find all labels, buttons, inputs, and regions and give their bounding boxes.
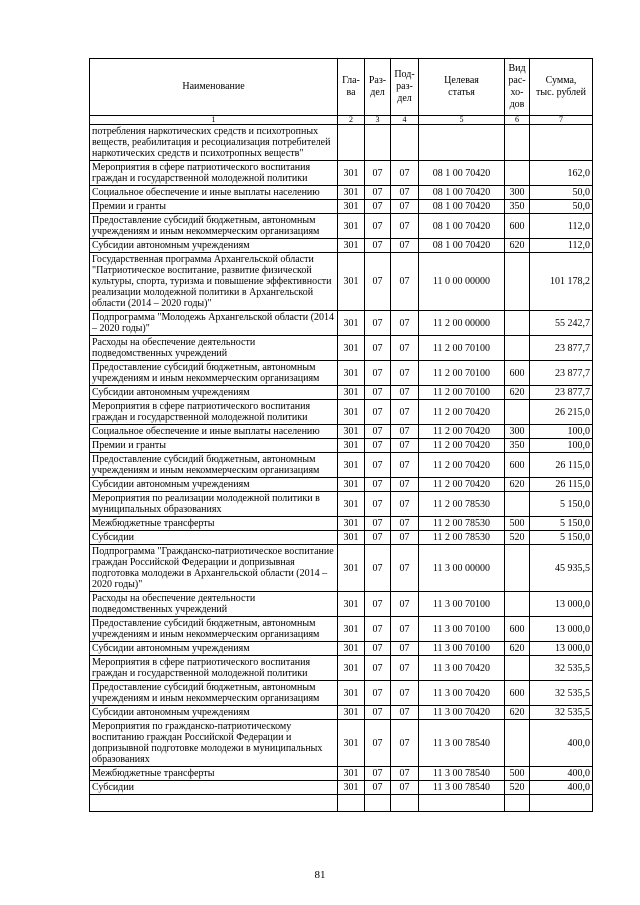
- cell-sum: 5 150,0: [530, 517, 593, 531]
- cell-cs: 11 3 00 78540: [419, 781, 505, 795]
- cell-vr: [505, 492, 530, 517]
- cell-vr: [505, 125, 530, 161]
- cell-gl: 301: [338, 311, 365, 336]
- cell-cs: [419, 125, 505, 161]
- cell-pr: 07: [391, 386, 419, 400]
- table-row: [90, 720, 593, 767]
- cell-pr: 07: [391, 681, 419, 706]
- cell-pr: 07: [391, 361, 419, 386]
- table-row: [90, 311, 593, 336]
- cell-cs: 11 3 00 78540: [419, 767, 505, 781]
- cell-gl: 301: [338, 361, 365, 386]
- cell-name: Мероприятия в сфере патриотического воспитания граждан и государственной молодежной политики: [90, 161, 338, 186]
- empty-cell: [419, 795, 505, 812]
- table-row: [90, 656, 593, 681]
- cell-pr: 07: [391, 161, 419, 186]
- cell-pr: 07: [391, 478, 419, 492]
- cell-rz: 07: [365, 253, 391, 311]
- cell-cs: 08 1 00 70420: [419, 161, 505, 186]
- cell-sum: 23 877,7: [530, 386, 593, 400]
- colnum: 3: [365, 116, 391, 125]
- table-row: [90, 478, 593, 492]
- cell-sum: 50,0: [530, 200, 593, 214]
- header-podrazdel: Под- раз- дел: [391, 59, 419, 116]
- cell-pr: 07: [391, 439, 419, 453]
- cell-name: Предоставление субсидий бюджетным, автономным учреждениям и иным некоммерческим организациям: [90, 214, 338, 239]
- cell-sum: 400,0: [530, 781, 593, 795]
- table-row: [90, 200, 593, 214]
- table-row: [90, 439, 593, 453]
- cell-rz: [365, 125, 391, 161]
- cell-vr: 350: [505, 439, 530, 453]
- cell-pr: 07: [391, 642, 419, 656]
- table-row: [90, 781, 593, 795]
- cell-rz: 07: [365, 425, 391, 439]
- colnum: 7: [530, 116, 593, 125]
- cell-name: Предоставление субсидий бюджетным, автономным учреждениям и иным некоммерческим организациям: [90, 453, 338, 478]
- cell-pr: [391, 125, 419, 161]
- cell-pr: 07: [391, 617, 419, 642]
- cell-pr: 07: [391, 311, 419, 336]
- budget-table: [89, 58, 593, 812]
- cell-gl: 301: [338, 478, 365, 492]
- header-sum: Сумма, тыс. рублей: [530, 59, 593, 116]
- cell-gl: 301: [338, 492, 365, 517]
- cell-cs: 11 3 00 00000: [419, 545, 505, 592]
- cell-sum: 32 535,5: [530, 656, 593, 681]
- cell-vr: 600: [505, 214, 530, 239]
- table-row: [90, 681, 593, 706]
- header-razdel: Раз- дел: [365, 59, 391, 116]
- cell-name: Субсидии автономным учреждениям: [90, 706, 338, 720]
- cell-rz: 07: [365, 545, 391, 592]
- cell-gl: 301: [338, 720, 365, 767]
- cell-pr: 07: [391, 531, 419, 545]
- cell-sum: 13 000,0: [530, 617, 593, 642]
- cell-gl: 301: [338, 439, 365, 453]
- cell-cs: 08 1 00 70420: [419, 200, 505, 214]
- cell-vr: 620: [505, 706, 530, 720]
- cell-name: Субсидии автономным учреждениям: [90, 642, 338, 656]
- cell-gl: 301: [338, 545, 365, 592]
- cell-pr: 07: [391, 517, 419, 531]
- cell-name: Премии и гранты: [90, 200, 338, 214]
- cell-pr: 07: [391, 781, 419, 795]
- table-row: [90, 617, 593, 642]
- cell-rz: 07: [365, 781, 391, 795]
- cell-vr: 520: [505, 781, 530, 795]
- cell-cs: 11 0 00 00000: [419, 253, 505, 311]
- cell-vr: 500: [505, 767, 530, 781]
- table-row: [90, 253, 593, 311]
- cell-vr: 620: [505, 478, 530, 492]
- cell-sum: 400,0: [530, 720, 593, 767]
- cell-sum: 5 150,0: [530, 492, 593, 517]
- cell-rz: 07: [365, 767, 391, 781]
- empty-cell: [530, 795, 593, 812]
- cell-name: Предоставление субсидий бюджетным, автономным учреждениям и иным некоммерческим организациям: [90, 681, 338, 706]
- cell-sum: 23 877,7: [530, 361, 593, 386]
- cell-pr: 07: [391, 592, 419, 617]
- cell-rz: 07: [365, 239, 391, 253]
- cell-name: Предоставление субсидий бюджетным, автономным учреждениям и иным некоммерческим организациям: [90, 361, 338, 386]
- cell-rz: 07: [365, 478, 391, 492]
- cell-gl: 301: [338, 517, 365, 531]
- table-row: [90, 125, 593, 161]
- cell-rz: 07: [365, 720, 391, 767]
- cell-cs: 11 2 00 78530: [419, 517, 505, 531]
- cell-vr: [505, 253, 530, 311]
- cell-pr: 07: [391, 720, 419, 767]
- cell-sum: 13 000,0: [530, 592, 593, 617]
- cell-name: потребления наркотических средств и психотропных веществ, реабилитация и ресоциализация потребителей наркотических средств и психотропных веществ": [90, 125, 338, 161]
- cell-rz: 07: [365, 517, 391, 531]
- cell-name: Субсидии: [90, 781, 338, 795]
- cell-gl: 301: [338, 453, 365, 478]
- cell-vr: [505, 161, 530, 186]
- cell-gl: 301: [338, 781, 365, 795]
- cell-cs: 11 2 00 70420: [419, 439, 505, 453]
- table-row: [90, 386, 593, 400]
- cell-name: Предоставление субсидий бюджетным, автономным учреждениям и иным некоммерческим организациям: [90, 617, 338, 642]
- cell-rz: 07: [365, 642, 391, 656]
- cell-gl: 301: [338, 386, 365, 400]
- cell-sum: 5 150,0: [530, 531, 593, 545]
- document-page: [89, 58, 592, 812]
- cell-vr: 600: [505, 681, 530, 706]
- cell-cs: 11 2 00 70420: [419, 478, 505, 492]
- cell-vr: 620: [505, 239, 530, 253]
- cell-cs: 11 3 00 70420: [419, 656, 505, 681]
- empty-cell: [391, 795, 419, 812]
- cell-pr: 07: [391, 239, 419, 253]
- cell-gl: 301: [338, 161, 365, 186]
- cell-pr: 07: [391, 656, 419, 681]
- cell-cs: 11 2 00 78530: [419, 531, 505, 545]
- cell-rz: 07: [365, 531, 391, 545]
- empty-row: [90, 795, 593, 812]
- cell-gl: 301: [338, 531, 365, 545]
- table-row: [90, 531, 593, 545]
- table-row: [90, 642, 593, 656]
- cell-gl: 301: [338, 200, 365, 214]
- table-row: [90, 361, 593, 386]
- cell-name: Мероприятия в сфере патриотического воспитания граждан и государственной молодежной политики: [90, 656, 338, 681]
- cell-rz: 07: [365, 200, 391, 214]
- cell-gl: [338, 125, 365, 161]
- cell-rz: 07: [365, 186, 391, 200]
- cell-rz: 07: [365, 311, 391, 336]
- cell-gl: 301: [338, 767, 365, 781]
- cell-rz: 07: [365, 400, 391, 425]
- cell-gl: 301: [338, 425, 365, 439]
- cell-rz: 07: [365, 214, 391, 239]
- cell-pr: 07: [391, 425, 419, 439]
- cell-pr: 07: [391, 400, 419, 425]
- cell-sum: 13 000,0: [530, 642, 593, 656]
- cell-sum: 32 535,5: [530, 706, 593, 720]
- cell-name: Межбюджетные трансферты: [90, 517, 338, 531]
- table-body: [90, 125, 593, 812]
- cell-gl: 301: [338, 239, 365, 253]
- table-row: [90, 161, 593, 186]
- table-row: [90, 239, 593, 253]
- cell-sum: 112,0: [530, 239, 593, 253]
- cell-name: Социальное обеспечение и иные выплаты населению: [90, 186, 338, 200]
- cell-sum: 400,0: [530, 767, 593, 781]
- cell-gl: 301: [338, 400, 365, 425]
- cell-name: Премии и гранты: [90, 439, 338, 453]
- cell-vr: [505, 336, 530, 361]
- cell-sum: [530, 125, 593, 161]
- table-row: [90, 767, 593, 781]
- cell-cs: 11 3 00 78540: [419, 720, 505, 767]
- cell-rz: 07: [365, 361, 391, 386]
- cell-vr: [505, 592, 530, 617]
- cell-vr: 300: [505, 186, 530, 200]
- table-row: [90, 453, 593, 478]
- cell-vr: [505, 720, 530, 767]
- cell-name: Мероприятия по гражданско-патриотическому воспитанию граждан Российской Федерации и допризывной подготовке молодежи в муниципальных образованиях: [90, 720, 338, 767]
- header-name: Наименование: [90, 59, 338, 116]
- cell-vr: 600: [505, 361, 530, 386]
- cell-name: Субсидии автономным учреждениям: [90, 478, 338, 492]
- cell-pr: 07: [391, 186, 419, 200]
- cell-name: Субсидии: [90, 531, 338, 545]
- cell-cs: 11 2 00 70420: [419, 425, 505, 439]
- cell-vr: 350: [505, 200, 530, 214]
- cell-rz: 07: [365, 336, 391, 361]
- cell-cs: 11 2 00 70100: [419, 336, 505, 361]
- cell-name: Субсидии автономным учреждениям: [90, 386, 338, 400]
- header-target-article: Целевая статья: [419, 59, 505, 116]
- cell-gl: 301: [338, 642, 365, 656]
- table-row: [90, 214, 593, 239]
- empty-cell: [365, 795, 391, 812]
- cell-rz: 07: [365, 656, 391, 681]
- cell-sum: 162,0: [530, 161, 593, 186]
- cell-name: Расходы на обеспечение деятельности подведомственных учреждений: [90, 592, 338, 617]
- cell-cs: 11 3 00 70100: [419, 592, 505, 617]
- cell-rz: 07: [365, 492, 391, 517]
- cell-name: Социальное обеспечение и иные выплаты населению: [90, 425, 338, 439]
- cell-pr: 07: [391, 253, 419, 311]
- table-row: [90, 492, 593, 517]
- cell-cs: 11 2 00 70420: [419, 400, 505, 425]
- cell-gl: 301: [338, 214, 365, 239]
- colnum: 6: [505, 116, 530, 125]
- cell-name: Межбюджетные трансферты: [90, 767, 338, 781]
- cell-sum: 26 115,0: [530, 453, 593, 478]
- cell-sum: 100,0: [530, 425, 593, 439]
- cell-vr: 500: [505, 517, 530, 531]
- cell-sum: 26 215,0: [530, 400, 593, 425]
- cell-gl: 301: [338, 253, 365, 311]
- cell-vr: 620: [505, 642, 530, 656]
- table-row: [90, 592, 593, 617]
- cell-vr: 620: [505, 386, 530, 400]
- cell-name: Мероприятия по реализации молодежной политики в муниципальных образованиях: [90, 492, 338, 517]
- cell-sum: 23 877,7: [530, 336, 593, 361]
- cell-pr: 07: [391, 200, 419, 214]
- cell-rz: 07: [365, 592, 391, 617]
- cell-vr: 600: [505, 453, 530, 478]
- cell-sum: 112,0: [530, 214, 593, 239]
- cell-cs: 08 1 00 70420: [419, 239, 505, 253]
- cell-sum: 55 242,7: [530, 311, 593, 336]
- cell-vr: [505, 400, 530, 425]
- cell-cs: 11 2 00 70100: [419, 361, 505, 386]
- cell-cs: 11 2 00 00000: [419, 311, 505, 336]
- cell-name: Расходы на обеспечение деятельности подведомственных учреждений: [90, 336, 338, 361]
- cell-sum: 100,0: [530, 439, 593, 453]
- cell-name: Подпрограмма "Молодежь Архангельской области (2014 – 2020 годы)": [90, 311, 338, 336]
- empty-cell: [505, 795, 530, 812]
- cell-vr: 600: [505, 617, 530, 642]
- table-header: [90, 59, 593, 125]
- cell-pr: 07: [391, 492, 419, 517]
- cell-gl: 301: [338, 656, 365, 681]
- cell-pr: 07: [391, 214, 419, 239]
- cell-vr: [505, 311, 530, 336]
- column-number-row: [90, 116, 593, 125]
- header-expense-type: Вид рас- хо- дов: [505, 59, 530, 116]
- cell-pr: 07: [391, 767, 419, 781]
- cell-sum: 45 935,5: [530, 545, 593, 592]
- cell-cs: 11 2 00 70100: [419, 386, 505, 400]
- cell-rz: 07: [365, 681, 391, 706]
- table-row: [90, 706, 593, 720]
- colnum: 5: [419, 116, 505, 125]
- cell-sum: 101 178,2: [530, 253, 593, 311]
- cell-gl: 301: [338, 681, 365, 706]
- cell-vr: [505, 545, 530, 592]
- cell-pr: 07: [391, 706, 419, 720]
- cell-pr: 07: [391, 453, 419, 478]
- colnum: 1: [90, 116, 338, 125]
- cell-rz: 07: [365, 617, 391, 642]
- cell-cs: 11 3 00 70100: [419, 642, 505, 656]
- cell-sum: 50,0: [530, 186, 593, 200]
- table-row: [90, 400, 593, 425]
- cell-name: Субсидии автономным учреждениям: [90, 239, 338, 253]
- colnum: 2: [338, 116, 365, 125]
- cell-vr: 300: [505, 425, 530, 439]
- cell-cs: 11 3 00 70100: [419, 617, 505, 642]
- table-row: [90, 545, 593, 592]
- cell-rz: 07: [365, 161, 391, 186]
- cell-rz: 07: [365, 386, 391, 400]
- cell-rz: 07: [365, 706, 391, 720]
- cell-name: Государственная программа Архангельской области "Патриотическое воспитание, развитие физической культуры, спорта, туризма и повышение эффективности реализации молодежной политики в Архангельской области (2014 – 2020 годы)": [90, 253, 338, 311]
- table-row: [90, 425, 593, 439]
- cell-gl: 301: [338, 617, 365, 642]
- cell-rz: 07: [365, 453, 391, 478]
- cell-name: Подпрограмма "Гражданско-патриотическое воспитание граждан Российской Федерации и допризывная подготовка молодежи в Архангельской области (2014 – 2020 годы)": [90, 545, 338, 592]
- table-row: [90, 186, 593, 200]
- cell-vr: 520: [505, 531, 530, 545]
- cell-cs: 08 1 00 70420: [419, 214, 505, 239]
- cell-rz: 07: [365, 439, 391, 453]
- cell-pr: 07: [391, 545, 419, 592]
- empty-cell: [338, 795, 365, 812]
- cell-gl: 301: [338, 336, 365, 361]
- header-gl: Гла- ва: [338, 59, 365, 116]
- cell-pr: 07: [391, 336, 419, 361]
- cell-sum: 32 535,5: [530, 681, 593, 706]
- page-number: 81: [314, 869, 326, 881]
- cell-cs: 11 2 00 78530: [419, 492, 505, 517]
- cell-cs: 11 3 00 70420: [419, 706, 505, 720]
- cell-cs: 11 2 00 70420: [419, 453, 505, 478]
- cell-sum: 26 115,0: [530, 478, 593, 492]
- colnum: 4: [391, 116, 419, 125]
- cell-cs: 11 3 00 70420: [419, 681, 505, 706]
- table-row: [90, 336, 593, 361]
- cell-gl: 301: [338, 186, 365, 200]
- table-row: [90, 517, 593, 531]
- cell-name: Мероприятия в сфере патриотического воспитания граждан и государственной молодежной политики: [90, 400, 338, 425]
- cell-vr: [505, 656, 530, 681]
- cell-cs: 08 1 00 70420: [419, 186, 505, 200]
- empty-cell: [90, 795, 338, 812]
- cell-gl: 301: [338, 592, 365, 617]
- cell-gl: 301: [338, 706, 365, 720]
